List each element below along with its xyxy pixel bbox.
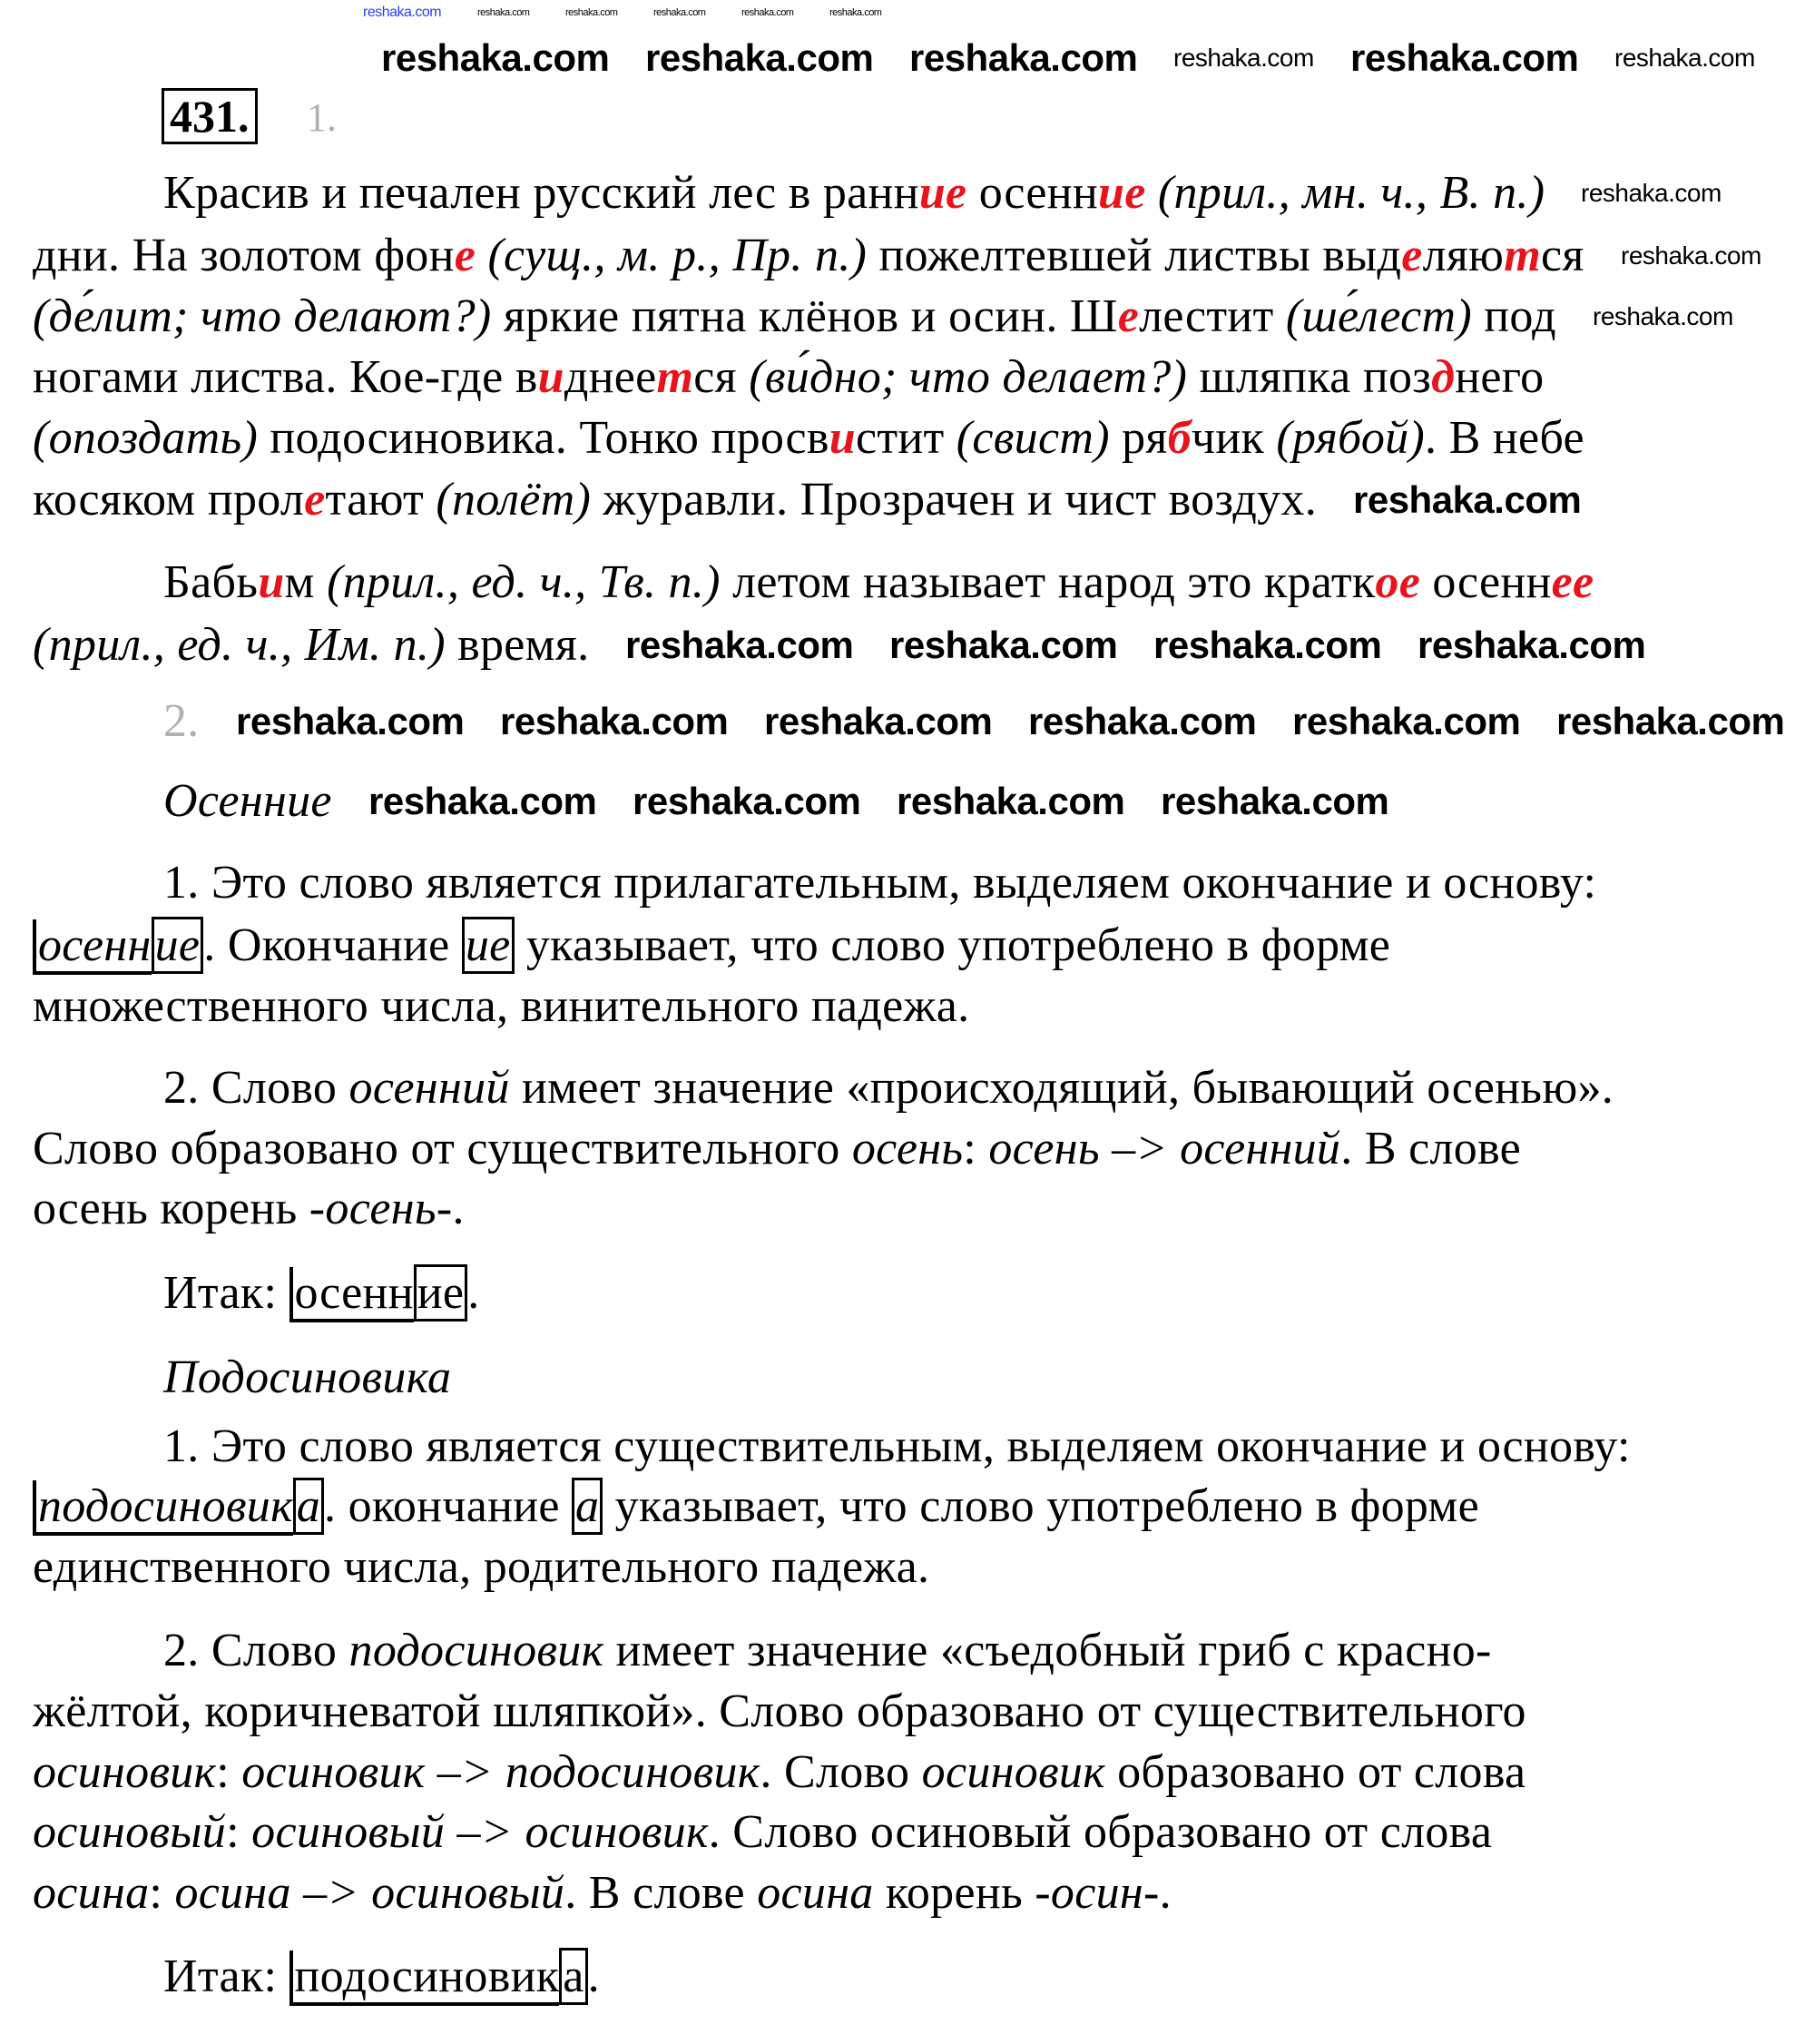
italic-text: (опоздать) — [33, 412, 259, 464]
italic-text: (прил., мн. ч., В. п.) — [1145, 167, 1545, 219]
italic-text: -осень- — [309, 1183, 453, 1234]
highlighted-letter: ое — [1375, 556, 1421, 608]
text-line — [163, 774, 332, 829]
highlighted-letter: е — [304, 474, 326, 526]
text-line — [163, 1266, 480, 1321]
italic-text: осиновик — [33, 1746, 217, 1798]
highlighted-letter: и — [537, 351, 564, 403]
text-line — [33, 1866, 1172, 1921]
watermark: reshaka.com — [889, 624, 1118, 666]
text-line — [33, 979, 969, 1034]
italic-text: подосиновик — [348, 1625, 604, 1676]
text-segment: 2. Слово — [163, 1062, 349, 1114]
text-segment: осенн — [1420, 556, 1552, 608]
stem-mark: осенн — [33, 919, 152, 975]
text-segment: единственного числа, родительного падежа. — [33, 1541, 930, 1593]
text-line — [163, 1351, 451, 1405]
text-segment: дни. На золотом фон — [33, 230, 455, 281]
ending-box: а — [572, 1478, 603, 1535]
text-line — [33, 1805, 1492, 1860]
text-line — [163, 1624, 1492, 1678]
text-segment: Итак: — [163, 1267, 289, 1319]
italic-text: осиновик –> подосиновик — [241, 1746, 760, 1798]
watermark: reshaka.com — [645, 36, 874, 79]
ending-box: ие — [152, 917, 204, 974]
ending-box: ие — [462, 917, 515, 974]
ending-box: а — [559, 1948, 587, 2005]
italic-text: осина — [33, 1867, 150, 1919]
text-line — [33, 411, 1584, 466]
ending-box: ие — [414, 1264, 468, 1322]
text-segment: . В небе — [1425, 412, 1584, 464]
section-number: 2. — [163, 695, 200, 747]
text-segment: Итак: — [163, 1951, 289, 2002]
text-segment: журавли. Прозрачен и чист воздух. — [591, 474, 1317, 526]
text-segment: ляю — [1422, 230, 1505, 281]
highlighted-letter: и — [829, 412, 856, 464]
text-segment: ногами листва. Кое-где в — [33, 351, 538, 403]
watermark: reshaka.com — [625, 624, 854, 666]
text-segment: . В слове — [1340, 1123, 1521, 1174]
watermark: reshaka.com — [1581, 179, 1722, 207]
text-segment: чик — [1191, 412, 1277, 464]
italic-text: (свист) — [956, 412, 1110, 464]
text-line — [33, 919, 1390, 973]
text-segment: яркие пятна клёнов и осин. Ш — [491, 290, 1118, 342]
text-segment: -. — [1143, 1867, 1172, 1919]
text-segment: м — [284, 556, 328, 608]
stem-mark: подосиновик — [289, 1951, 560, 2006]
italic-text: (рябой) — [1276, 412, 1426, 464]
text-line — [163, 555, 1594, 610]
ending-box: а — [293, 1478, 324, 1535]
text-segment: корень - — [873, 1867, 1051, 1919]
watermark: reshaka.com — [1614, 44, 1755, 72]
watermark: reshaka.com — [1621, 241, 1761, 270]
text-segment: : — [216, 1746, 242, 1798]
italic-text: (ви́дно; что делает?) — [749, 351, 1188, 403]
text-segment: Бабь — [163, 556, 259, 608]
watermark: reshaka.com — [741, 7, 794, 18]
text-line — [163, 856, 1596, 910]
italic-text: осин — [1050, 1867, 1143, 1919]
watermark: reshaka.com — [909, 36, 1138, 79]
text-segment: 2. Слово — [163, 1625, 349, 1676]
text-line — [33, 1479, 1479, 1534]
text-segment: летом называет народ это кратк — [720, 556, 1376, 608]
text-line — [163, 1420, 1631, 1474]
watermark: reshaka.com — [1292, 700, 1521, 742]
italic-text: осиновик — [921, 1746, 1105, 1798]
italic-text: (де́лит; что делают?) — [33, 290, 492, 342]
highlighted-letter: б — [1167, 412, 1192, 464]
highlighted-letter: е — [1117, 290, 1140, 342]
text-segment: : — [226, 1806, 252, 1858]
highlighted-letter: т — [656, 351, 694, 403]
text-line — [33, 1540, 929, 1595]
text-segment: 1. Это слово является прилагательным, выделяем окончание и основу: — [163, 857, 1597, 909]
watermark: reshaka.com — [565, 7, 618, 18]
text-segment: имеет значение «съедобный гриб с красно- — [603, 1625, 1492, 1676]
text-line — [33, 290, 1556, 344]
watermark: reshaka.com — [500, 700, 729, 742]
text-segment: подосиновика. Тонко просв — [258, 412, 829, 464]
highlighted-letter: е — [454, 230, 476, 281]
italic-text: (прил., ед. ч., Тв. п.) — [327, 556, 721, 608]
text-segment: ся — [693, 351, 750, 403]
watermark: reshaka.com — [363, 5, 442, 20]
watermark: reshaka.com — [1418, 624, 1646, 666]
watermark: reshaka.com — [764, 700, 993, 742]
task-number: 431. — [162, 88, 258, 144]
text-segment: : — [149, 1867, 175, 1919]
highlighted-letter: ее — [1551, 556, 1594, 608]
highlighted-letter: е — [1401, 230, 1423, 281]
watermark: reshaka.com — [1556, 700, 1785, 742]
text-segment: него — [1455, 351, 1545, 403]
text-line — [33, 618, 589, 673]
text-line — [163, 1950, 600, 2004]
text-segment: днее — [564, 351, 657, 403]
text-segment: лестит — [1139, 290, 1286, 342]
highlighted-letter: ие — [918, 167, 967, 219]
text-segment: осенн — [966, 167, 1098, 219]
italic-text: осенний — [348, 1062, 510, 1114]
text-segment: : — [963, 1123, 989, 1174]
text-segment: Слово образовано от существительного — [33, 1123, 852, 1174]
watermark: reshaka.com — [477, 7, 530, 18]
stem-mark: подосиновик — [33, 1480, 293, 1536]
watermark: reshaka.com — [381, 36, 610, 79]
italic-text: осень — [851, 1123, 964, 1174]
text-segment: . — [467, 1267, 480, 1319]
text-segment: образовано от слова — [1104, 1746, 1526, 1798]
text-segment: . — [452, 1183, 465, 1234]
text-line — [163, 166, 1545, 221]
text-segment: 1. Это слово является существительным, выделяем окончание и основу: — [163, 1420, 1631, 1472]
text-segment: пожелтевшей листвы выд — [867, 230, 1402, 281]
text-segment: указывает, что слово употреблено в форме — [603, 1480, 1480, 1532]
text-segment: тают — [325, 474, 437, 526]
italic-text: (сущ., м. р., Пр. п.) — [476, 230, 868, 281]
italic-text: Подосиновика — [163, 1351, 452, 1403]
text-segment: косяком прол — [33, 474, 305, 526]
text-line — [163, 1061, 1614, 1115]
text-line — [33, 350, 1544, 405]
italic-text: (ше́лест) — [1285, 290, 1472, 342]
watermark: reshaka.com — [897, 780, 1125, 822]
highlighted-letter: т — [1504, 230, 1541, 281]
watermark: reshaka.com — [1173, 44, 1314, 72]
text-segment: осень корень — [33, 1183, 309, 1234]
text-line — [33, 1685, 1526, 1739]
watermark: reshaka.com — [1353, 478, 1582, 521]
italic-text: осина –> осиновый — [174, 1867, 565, 1919]
text-segment: множественного числа, винительного падежа. — [33, 980, 970, 1032]
watermark: reshaka.com — [1028, 700, 1257, 742]
text-line — [33, 473, 1317, 527]
text-segment: имеет значение «происходящий, бывающий осенью». — [509, 1062, 1614, 1114]
text-segment: . окончание — [324, 1480, 573, 1532]
watermark: reshaka.com — [653, 7, 706, 18]
text-segment: . Слово осиновый образовано от слова — [708, 1806, 1493, 1858]
text-line — [33, 1745, 1525, 1800]
watermark: reshaka.com — [1161, 780, 1389, 822]
text-segment: ря — [1109, 412, 1168, 464]
text-line — [33, 1182, 465, 1236]
watermark: reshaka.com — [1350, 36, 1579, 79]
highlighted-letter: ие — [1097, 167, 1146, 219]
watermark: reshaka.com — [1153, 624, 1382, 666]
text-segment: . В слове — [564, 1867, 758, 1919]
italic-text: осиновый — [33, 1806, 227, 1858]
text-segment: . — [587, 1951, 600, 2002]
watermark: reshaka.com — [236, 700, 465, 742]
text-segment: Красив и печален русский лес в ранн — [163, 167, 919, 219]
italic-text: осиновый –> осиновик — [251, 1806, 709, 1858]
italic-text: (прил., ед. ч., Им. п.) — [33, 619, 446, 671]
part-1-label: 1. — [307, 95, 337, 140]
text-segment: под — [1471, 290, 1556, 342]
text-segment: жёлтой, коричневатой шляпкой». Слово образовано от существительного — [33, 1685, 1526, 1737]
text-segment: . Окончание — [203, 919, 462, 971]
stem-mark: осенн — [289, 1267, 414, 1322]
highlighted-letter: д — [1431, 351, 1456, 403]
italic-text: (полёт) — [436, 474, 592, 526]
text-line — [33, 1122, 1521, 1176]
text-line — [163, 694, 200, 749]
text-segment: стит — [855, 412, 956, 464]
highlighted-letter: и — [258, 556, 285, 608]
watermark: reshaka.com — [829, 7, 882, 18]
watermark: reshaka.com — [633, 780, 861, 822]
italic-text: осина — [757, 1867, 874, 1919]
italic-text: осень –> осенний — [988, 1123, 1341, 1174]
text-segment: . Слово — [760, 1746, 922, 1798]
watermark: reshaka.com — [368, 780, 597, 822]
text-segment: ся — [1540, 230, 1584, 281]
text-segment: время. — [445, 619, 590, 671]
text-segment: указывает, что слово употреблено в форме — [514, 919, 1391, 971]
watermark: reshaka.com — [1593, 302, 1733, 330]
italic-text: Осенние — [163, 775, 332, 827]
text-segment: шляпка поз — [1187, 351, 1432, 403]
text-line — [33, 229, 1584, 283]
